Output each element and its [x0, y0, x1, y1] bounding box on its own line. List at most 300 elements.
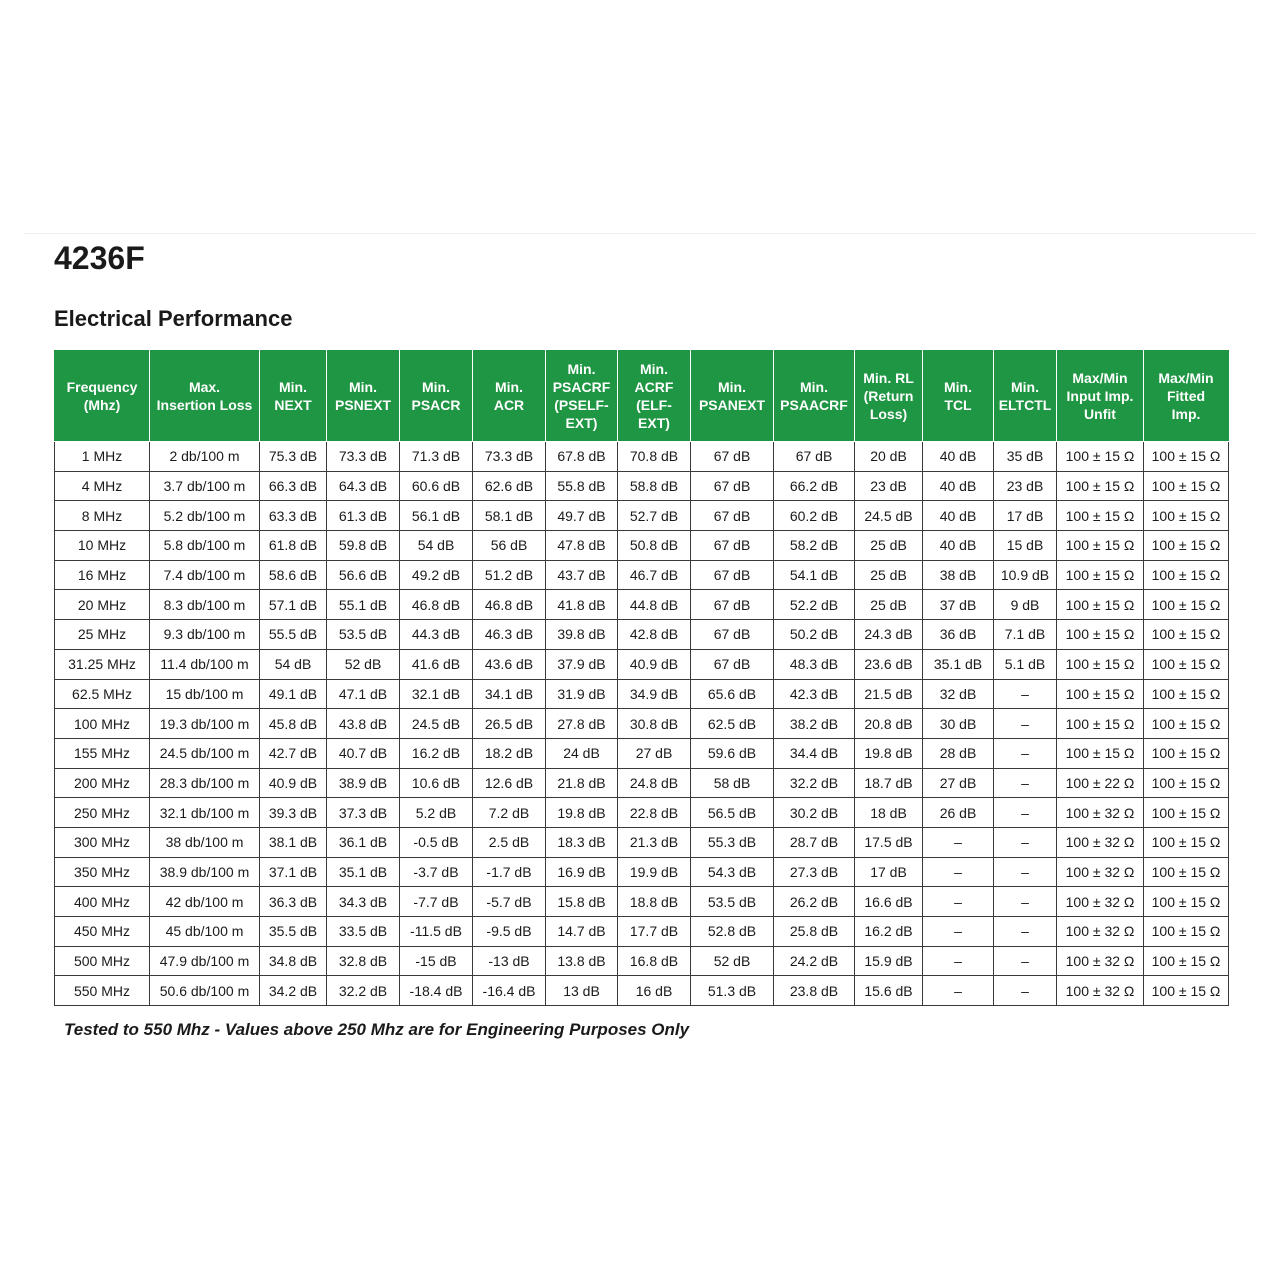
table-body: [55, 442, 1229, 1006]
table-row: [55, 620, 1229, 650]
table-cell: 27.3 dB: [774, 857, 855, 887]
table-cell: 34.1 dB: [473, 679, 546, 709]
table-cell: 28.3 db/100 m: [150, 768, 260, 798]
table-cell: 100 ± 15 Ω: [1057, 679, 1144, 709]
table-cell: 100 ± 15 Ω: [1057, 738, 1144, 768]
table-cell: 34.2 dB: [260, 976, 327, 1006]
table-cell: 24.2 dB: [774, 946, 855, 976]
table-cell: 65.6 dB: [691, 679, 774, 709]
table-cell: 51.3 dB: [691, 976, 774, 1006]
table-cell: 52 dB: [691, 946, 774, 976]
table-cell: 100 ± 15 Ω: [1057, 560, 1144, 590]
table-cell: 58 dB: [691, 768, 774, 798]
table-row: [55, 976, 1229, 1006]
table-cell: 17.5 dB: [855, 827, 923, 857]
table-cell: 45.8 dB: [260, 709, 327, 739]
table-cell: 38.2 dB: [774, 709, 855, 739]
table-cell: 32.8 dB: [327, 946, 400, 976]
table-cell: 47.8 dB: [546, 531, 618, 561]
table-cell: 100 ± 15 Ω: [1144, 857, 1229, 887]
table-row: [55, 709, 1229, 739]
table-cell: 71.3 dB: [400, 442, 473, 472]
table-cell: 15 db/100 m: [150, 679, 260, 709]
table-cell: 21.5 dB: [855, 679, 923, 709]
table-cell: 54 dB: [400, 531, 473, 561]
table-cell: 34.8 dB: [260, 946, 327, 976]
table-row: [55, 798, 1229, 828]
table-cell: 100 ± 15 Ω: [1144, 976, 1229, 1006]
table-cell: –: [994, 738, 1057, 768]
table-cell: 350 MHz: [55, 857, 150, 887]
table-cell: 35.1 dB: [923, 649, 994, 679]
column-header: Min. PSANEXT: [691, 351, 774, 442]
table-row: [55, 501, 1229, 531]
table-cell: 61.8 dB: [260, 531, 327, 561]
footnote: Tested to 550 Mhz - Values above 250 Mhz are for Engineering Purposes Only: [64, 1020, 690, 1039]
table-cell: 25 dB: [855, 560, 923, 590]
table-cell: 24.8 dB: [618, 768, 691, 798]
table-cell: 34.9 dB: [618, 679, 691, 709]
column-header: Min. RL (Return Loss): [855, 351, 923, 442]
table-cell: 100 ± 15 Ω: [1144, 560, 1229, 590]
table-cell: 37 dB: [923, 590, 994, 620]
table-cell: 23 dB: [855, 471, 923, 501]
table-cell: 100 ± 15 Ω: [1144, 620, 1229, 650]
table-cell: -1.7 dB: [473, 857, 546, 887]
column-header: Min. ELTCTL: [994, 351, 1057, 442]
table-cell: 28.7 dB: [774, 827, 855, 857]
table-cell: 200 MHz: [55, 768, 150, 798]
table-cell: 100 ± 15 Ω: [1057, 471, 1144, 501]
table-cell: 100 ± 22 Ω: [1057, 768, 1144, 798]
table-cell: 47.1 dB: [327, 679, 400, 709]
table-cell: 40 dB: [923, 501, 994, 531]
table-cell: 67 dB: [691, 649, 774, 679]
table-cell: 37.1 dB: [260, 857, 327, 887]
table-cell: 59.6 dB: [691, 738, 774, 768]
table-cell: 52 dB: [327, 649, 400, 679]
table-cell: 32.2 dB: [327, 976, 400, 1006]
table-cell: 60.6 dB: [400, 471, 473, 501]
table-cell: 20 MHz: [55, 590, 150, 620]
table-cell: 100 ± 15 Ω: [1057, 590, 1144, 620]
table-cell: 10.9 dB: [994, 560, 1057, 590]
table-cell: 13 dB: [546, 976, 618, 1006]
table-cell: 16.9 dB: [546, 857, 618, 887]
table-cell: 47.9 db/100 m: [150, 946, 260, 976]
table-cell: 54 dB: [260, 649, 327, 679]
table-cell: –: [994, 679, 1057, 709]
table-cell: 9 dB: [994, 590, 1057, 620]
table-cell: 25 dB: [855, 590, 923, 620]
table-cell: 100 ± 15 Ω: [1144, 442, 1229, 472]
table-cell: 38 db/100 m: [150, 827, 260, 857]
table-cell: –: [994, 917, 1057, 947]
table-cell: 7.1 dB: [994, 620, 1057, 650]
table-cell: 20 dB: [855, 442, 923, 472]
table-cell: 100 ± 32 Ω: [1057, 976, 1144, 1006]
table-cell: 53.5 dB: [691, 887, 774, 917]
table-cell: 36 dB: [923, 620, 994, 650]
table-cell: –: [994, 709, 1057, 739]
table-cell: –: [994, 827, 1057, 857]
table-cell: 100 ± 15 Ω: [1144, 738, 1229, 768]
table-cell: 50.6 db/100 m: [150, 976, 260, 1006]
table-cell: -15 dB: [400, 946, 473, 976]
table-cell: 55.8 dB: [546, 471, 618, 501]
table-cell: 62.5 dB: [691, 709, 774, 739]
table-cell: 100 ± 15 Ω: [1144, 590, 1229, 620]
table-cell: 38.9 dB: [327, 768, 400, 798]
table-cell: 40.7 dB: [327, 738, 400, 768]
table-cell: 15.6 dB: [855, 976, 923, 1006]
table-cell: 39.8 dB: [546, 620, 618, 650]
table-cell: 24.5 db/100 m: [150, 738, 260, 768]
table-cell: 18.8 dB: [618, 887, 691, 917]
table-cell: 32.2 dB: [774, 768, 855, 798]
table-cell: 14.7 dB: [546, 917, 618, 947]
column-header: Min. PSACR: [400, 351, 473, 442]
table-cell: 23 dB: [994, 471, 1057, 501]
column-header: Frequency (Mhz): [55, 351, 150, 442]
table-cell: 55.5 dB: [260, 620, 327, 650]
table-cell: 24.3 dB: [855, 620, 923, 650]
table-cell: 1 MHz: [55, 442, 150, 472]
table-cell: 25 MHz: [55, 620, 150, 650]
table-cell: -9.5 dB: [473, 917, 546, 947]
table-cell: -18.4 dB: [400, 976, 473, 1006]
table-cell: 17 dB: [855, 857, 923, 887]
table-cell: 34.3 dB: [327, 887, 400, 917]
table-cell: -0.5 dB: [400, 827, 473, 857]
table-cell: 12.6 dB: [473, 768, 546, 798]
table-cell: 3.7 db/100 m: [150, 471, 260, 501]
table-cell: 55.1 dB: [327, 590, 400, 620]
table-cell: 52.2 dB: [774, 590, 855, 620]
table-cell: 21.8 dB: [546, 768, 618, 798]
table-cell: 10.6 dB: [400, 768, 473, 798]
table-cell: 100 ± 15 Ω: [1144, 709, 1229, 739]
table-cell: 19.3 db/100 m: [150, 709, 260, 739]
table-row: [55, 887, 1229, 917]
table-cell: 23.6 dB: [855, 649, 923, 679]
table-cell: -7.7 dB: [400, 887, 473, 917]
table-cell: 73.3 dB: [327, 442, 400, 472]
table-cell: –: [994, 768, 1057, 798]
table-cell: 42.7 dB: [260, 738, 327, 768]
table-cell: 46.8 dB: [400, 590, 473, 620]
table-cell: 2 db/100 m: [150, 442, 260, 472]
table-cell: 57.1 dB: [260, 590, 327, 620]
table-cell: 28 dB: [923, 738, 994, 768]
table-cell: 24.5 dB: [400, 709, 473, 739]
table-cell: 48.3 dB: [774, 649, 855, 679]
table-cell: 67.8 dB: [546, 442, 618, 472]
table-cell: 18 dB: [855, 798, 923, 828]
table-cell: 100 ± 15 Ω: [1057, 501, 1144, 531]
table-cell: 34.4 dB: [774, 738, 855, 768]
table-row: [55, 827, 1229, 857]
table-cell: 11.4 db/100 m: [150, 649, 260, 679]
table-cell: 17.7 dB: [618, 917, 691, 947]
table-cell: 38.1 dB: [260, 827, 327, 857]
table-cell: 100 ± 15 Ω: [1144, 798, 1229, 828]
table-cell: 30.2 dB: [774, 798, 855, 828]
table-row: [55, 649, 1229, 679]
table-cell: 100 ± 15 Ω: [1057, 620, 1144, 650]
table-cell: 67 dB: [691, 442, 774, 472]
table-cell: 52.7 dB: [618, 501, 691, 531]
table-cell: 38 dB: [923, 560, 994, 590]
table-cell: 41.8 dB: [546, 590, 618, 620]
table-cell: 24 dB: [546, 738, 618, 768]
table-cell: 67 dB: [691, 560, 774, 590]
table-cell: 54.3 dB: [691, 857, 774, 887]
product-title: 4236F: [54, 240, 145, 276]
table-cell: 75.3 dB: [260, 442, 327, 472]
table-cell: 7.4 db/100 m: [150, 560, 260, 590]
column-header: Max. Insertion Loss: [150, 351, 260, 442]
table-cell: 62.5 MHz: [55, 679, 150, 709]
table-cell: 42.8 dB: [618, 620, 691, 650]
table-cell: 46.3 dB: [473, 620, 546, 650]
table-cell: 2.5 dB: [473, 827, 546, 857]
table-cell: 16.2 dB: [855, 917, 923, 947]
table-cell: 35.5 dB: [260, 917, 327, 947]
table-cell: 5.2 dB: [400, 798, 473, 828]
table-cell: 400 MHz: [55, 887, 150, 917]
table-cell: 27.8 dB: [546, 709, 618, 739]
table-cell: 39.3 dB: [260, 798, 327, 828]
table-cell: 37.3 dB: [327, 798, 400, 828]
table-cell: 46.7 dB: [618, 560, 691, 590]
table-cell: 61.3 dB: [327, 501, 400, 531]
table-cell: 52.8 dB: [691, 917, 774, 947]
table-cell: 30 dB: [923, 709, 994, 739]
table-cell: 54.1 dB: [774, 560, 855, 590]
table-cell: 31.9 dB: [546, 679, 618, 709]
table-cell: 100 ± 15 Ω: [1144, 887, 1229, 917]
table-cell: 59.8 dB: [327, 531, 400, 561]
table-cell: 73.3 dB: [473, 442, 546, 472]
table-cell: 42.3 dB: [774, 679, 855, 709]
table-cell: 40 dB: [923, 471, 994, 501]
table-cell: 41.6 dB: [400, 649, 473, 679]
table-cell: 36.1 dB: [327, 827, 400, 857]
table-cell: 43.7 dB: [546, 560, 618, 590]
table-cell: 58.1 dB: [473, 501, 546, 531]
table-row: [55, 917, 1229, 947]
table-cell: 8 MHz: [55, 501, 150, 531]
table-cell: 27 dB: [618, 738, 691, 768]
table-cell: –: [923, 976, 994, 1006]
table-cell: 16 MHz: [55, 560, 150, 590]
table-cell: 100 ± 15 Ω: [1144, 531, 1229, 561]
table-cell: 37.9 dB: [546, 649, 618, 679]
table-cell: 40 dB: [923, 531, 994, 561]
table-cell: 550 MHz: [55, 976, 150, 1006]
table-cell: 10 MHz: [55, 531, 150, 561]
table-cell: 53.5 dB: [327, 620, 400, 650]
table-cell: 26 dB: [923, 798, 994, 828]
table-cell: 67 dB: [691, 590, 774, 620]
table-cell: 7.2 dB: [473, 798, 546, 828]
table-cell: 67 dB: [774, 442, 855, 472]
table-cell: 24.5 dB: [855, 501, 923, 531]
table-cell: 43.6 dB: [473, 649, 546, 679]
table-cell: 5.8 db/100 m: [150, 531, 260, 561]
table-cell: -16.4 dB: [473, 976, 546, 1006]
table-cell: 27 dB: [923, 768, 994, 798]
column-header: Min. ACR: [473, 351, 546, 442]
table-cell: –: [994, 798, 1057, 828]
table-cell: 22.8 dB: [618, 798, 691, 828]
column-header: Min. PSACRF (PSELF- EXT): [546, 351, 618, 442]
table-row: [55, 768, 1229, 798]
table-cell: 100 ± 32 Ω: [1057, 887, 1144, 917]
table-cell: 66.3 dB: [260, 471, 327, 501]
table-cell: 100 MHz: [55, 709, 150, 739]
column-header: Min. ACRF (ELF- EXT): [618, 351, 691, 442]
table-cell: 43.8 dB: [327, 709, 400, 739]
table-cell: –: [923, 887, 994, 917]
table-cell: -3.7 dB: [400, 857, 473, 887]
table-cell: –: [923, 827, 994, 857]
table-cell: –: [994, 857, 1057, 887]
table-cell: –: [923, 917, 994, 947]
table-cell: -5.7 dB: [473, 887, 546, 917]
table-cell: 50.2 dB: [774, 620, 855, 650]
table-cell: 67 dB: [691, 620, 774, 650]
table-cell: 56 dB: [473, 531, 546, 561]
table-cell: 100 ± 15 Ω: [1144, 827, 1229, 857]
table-cell: 40 dB: [923, 442, 994, 472]
table-cell: 58.2 dB: [774, 531, 855, 561]
table-row: [55, 560, 1229, 590]
table-cell: 18.7 dB: [855, 768, 923, 798]
table-cell: 32.1 dB: [400, 679, 473, 709]
table-cell: 64.3 dB: [327, 471, 400, 501]
table-cell: 100 ± 15 Ω: [1144, 946, 1229, 976]
table-cell: 26.5 dB: [473, 709, 546, 739]
table-cell: 19.8 dB: [546, 798, 618, 828]
table-cell: –: [923, 857, 994, 887]
table-cell: 17 dB: [994, 501, 1057, 531]
column-header: Max/Min Input Imp. Unfit: [1057, 351, 1144, 442]
table-cell: 36.3 dB: [260, 887, 327, 917]
table-cell: 100 ± 15 Ω: [1057, 709, 1144, 739]
table-cell: 100 ± 15 Ω: [1144, 917, 1229, 947]
table-cell: –: [994, 946, 1057, 976]
table-cell: –: [994, 976, 1057, 1006]
table-cell: 23.8 dB: [774, 976, 855, 1006]
table-cell: –: [923, 946, 994, 976]
table-cell: 450 MHz: [55, 917, 150, 947]
table-cell: 16 dB: [618, 976, 691, 1006]
table-row: [55, 590, 1229, 620]
table-cell: 16.8 dB: [618, 946, 691, 976]
table-cell: 5.2 db/100 m: [150, 501, 260, 531]
table-cell: 18.3 dB: [546, 827, 618, 857]
table-row: [55, 738, 1229, 768]
table-cell: 100 ± 15 Ω: [1057, 531, 1144, 561]
table-cell: 100 ± 15 Ω: [1144, 501, 1229, 531]
table-row: [55, 679, 1229, 709]
table-cell: 15.8 dB: [546, 887, 618, 917]
table-cell: -11.5 dB: [400, 917, 473, 947]
table-cell: 35.1 dB: [327, 857, 400, 887]
table-header-row: [55, 351, 1229, 442]
table-cell: 55.3 dB: [691, 827, 774, 857]
table-cell: 31.25 MHz: [55, 649, 150, 679]
table-cell: 16.6 dB: [855, 887, 923, 917]
table-cell: 8.3 db/100 m: [150, 590, 260, 620]
table-cell: 67 dB: [691, 531, 774, 561]
table-cell: 30.8 dB: [618, 709, 691, 739]
table-cell: 38.9 db/100 m: [150, 857, 260, 887]
table-cell: 63.3 dB: [260, 501, 327, 531]
table-cell: 300 MHz: [55, 827, 150, 857]
table-cell: 19.8 dB: [855, 738, 923, 768]
table-cell: 100 ± 32 Ω: [1057, 917, 1144, 947]
column-header: Min. NEXT: [260, 351, 327, 442]
table-cell: 100 ± 32 Ω: [1057, 798, 1144, 828]
table-cell: 100 ± 15 Ω: [1144, 768, 1229, 798]
table-cell: 20.8 dB: [855, 709, 923, 739]
table-cell: 100 ± 15 Ω: [1057, 442, 1144, 472]
table-cell: 42 db/100 m: [150, 887, 260, 917]
table-cell: 250 MHz: [55, 798, 150, 828]
table-row: [55, 471, 1229, 501]
table-cell: 40.9 dB: [618, 649, 691, 679]
table-cell: 32 dB: [923, 679, 994, 709]
table-cell: 56.6 dB: [327, 560, 400, 590]
table-row: [55, 857, 1229, 887]
table-cell: 9.3 db/100 m: [150, 620, 260, 650]
table-cell: 60.2 dB: [774, 501, 855, 531]
table-cell: 15.9 dB: [855, 946, 923, 976]
table-cell: 15 dB: [994, 531, 1057, 561]
table-cell: 50.8 dB: [618, 531, 691, 561]
table-cell: 18.2 dB: [473, 738, 546, 768]
table-cell: 44.3 dB: [400, 620, 473, 650]
top-divider: [24, 233, 1256, 234]
table-cell: 19.9 dB: [618, 857, 691, 887]
table-cell: 100 ± 32 Ω: [1057, 946, 1144, 976]
table-cell: 5.1 dB: [994, 649, 1057, 679]
table-cell: 58.8 dB: [618, 471, 691, 501]
table-cell: 56.5 dB: [691, 798, 774, 828]
table-cell: –: [994, 887, 1057, 917]
column-header: Min. TCL: [923, 351, 994, 442]
table-row: [55, 531, 1229, 561]
table-cell: 155 MHz: [55, 738, 150, 768]
table-cell: 58.6 dB: [260, 560, 327, 590]
table-cell: 25.8 dB: [774, 917, 855, 947]
table-cell: 100 ± 15 Ω: [1057, 649, 1144, 679]
column-header: Min. PSAACRF: [774, 351, 855, 442]
table-cell: 49.2 dB: [400, 560, 473, 590]
table-cell: 100 ± 15 Ω: [1144, 679, 1229, 709]
table-cell: 51.2 dB: [473, 560, 546, 590]
table-cell: 40.9 dB: [260, 768, 327, 798]
table-cell: -13 dB: [473, 946, 546, 976]
table-cell: 500 MHz: [55, 946, 150, 976]
table-cell: 49.1 dB: [260, 679, 327, 709]
table-cell: 35 dB: [994, 442, 1057, 472]
table-cell: 100 ± 15 Ω: [1144, 471, 1229, 501]
electrical-performance-table: [54, 350, 1229, 1006]
